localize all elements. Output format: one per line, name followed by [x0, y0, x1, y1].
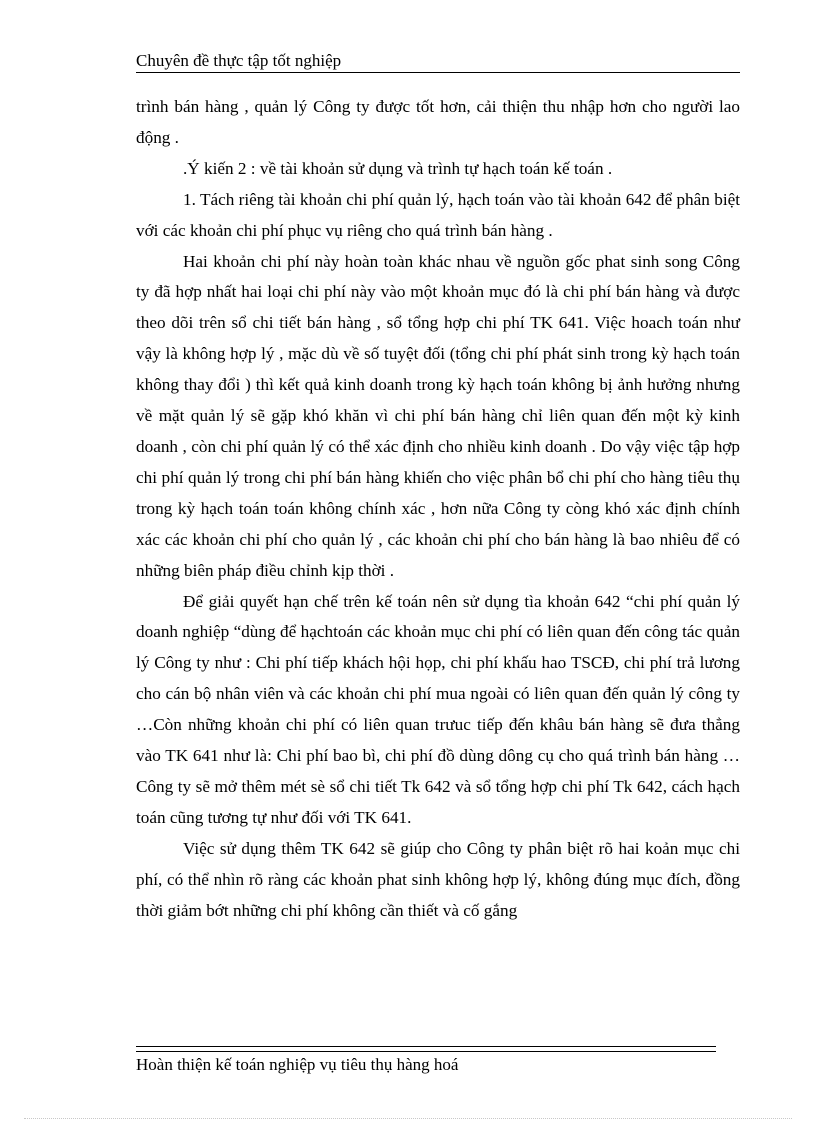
paragraph-continuation: trình bán hàng , quản lý Công ty được tốt hơn, cải thiện thu nhập hơn cho người lao động .: [136, 97, 740, 147]
page-footer: Hoàn thiện kế toán nghiệp vụ tiêu thụ hàng hoá: [136, 1055, 459, 1074]
page-edge-divider: [24, 1118, 792, 1119]
paragraph-solution: Để giải quyết hạn chế trên kế toán nên sử dụng tìa khoản 642 “chi phí quản lý doanh nghiệp “dùng để hạchtoán các khoản mục chi phí có liên quan đến công tác quản lý Công ty như : Chi phí tiếp khách hội họp, chi phí khấu hao TSCĐ, chi phí trả lương cho cán bộ nhân viên và các khoản chi phí mua ngoài có liên quan đến quản lý công ty …Còn những khoản chi phí có liên quan trưuc tiếp đến khâu bán hàng sẽ đưa thẳng vào TK 641 như là: Chi phí bao bì, chi phí đồ dùng dông cụ cho quá trình bán hàng …Công ty sẽ mở thêm mét sè sổ chi tiết Tk 642 và sổ tổng hợp chi phí Tk 642, cách hạch toán cũng tương tự như đối với TK 641.: [136, 591, 740, 827]
paragraph-opinion-heading: .Ý kiến 2 : về tài khoản sử dụng và trình tự hạch toán kế toán .: [183, 158, 613, 178]
paragraph-point-1: 1. Tách riêng tài khoản chi phí quản lý, hạch toán vào tài khoản 642 để phân biệt với các khoản chi phí phục vụ riêng cho quá trình bán hàng .: [136, 189, 740, 240]
paragraph-cost-analysis: Hai khoản chi phí này hoàn toàn khác nhau về nguồn gốc phat sinh song Công ty đã hợp nhất hai loại chi phí này vào một khoản mục đó là chi phí bán hàng và được theo dõi trên sổ chi tiết bán hàng , sổ tổng hợp chi phí TK 641. Việc hoach toán như vậy là không hợp lý , mặc dù về số tuyệt đối (tổng chi phí phát sinh trong kỳ hạch toán không thay đổi ) thì kết quả kinh doanh trong kỳ hạch toán không bị ảnh hưởng nhưng về mặt quản lý sẽ gặp khó khăn vì chi phí bán hàng chỉ liên quan đến một kỳ kinh doanh , còn chi phí quản lý có thể xác định cho nhiều kinh doanh . Do vậy việc tập hợp chi phí quản lý trong chi phí bán hàng khiến cho việc phân bổ chi phí cho hàng tiêu thụ trong kỳ hạch toán toán không chính xác , hơn nữa Công ty còng khó xác định chính xác các khoản chi phí cho quản lý , các khoản chi phí cho bán hàng là bao nhiêu để có những biên pháp điều chỉnh kịp thời .: [136, 251, 740, 580]
footer-rule: [136, 1046, 716, 1052]
document-body: [136, 92, 740, 926]
header-title: Chuyên đề thực tập tốt nghiệp: [136, 51, 342, 70]
page-header: [136, 48, 740, 73]
paragraph-benefit: Việc sử dụng thêm TK 642 sẽ giúp cho Công ty phân biệt rõ hai koản mục chi phí, có thể nhìn rõ ràng các khoản phat sinh không hợp lý, không đúng mục đích, đồng thời giảm bớt những chi phí không cần thiết và cố gắng: [136, 838, 740, 920]
